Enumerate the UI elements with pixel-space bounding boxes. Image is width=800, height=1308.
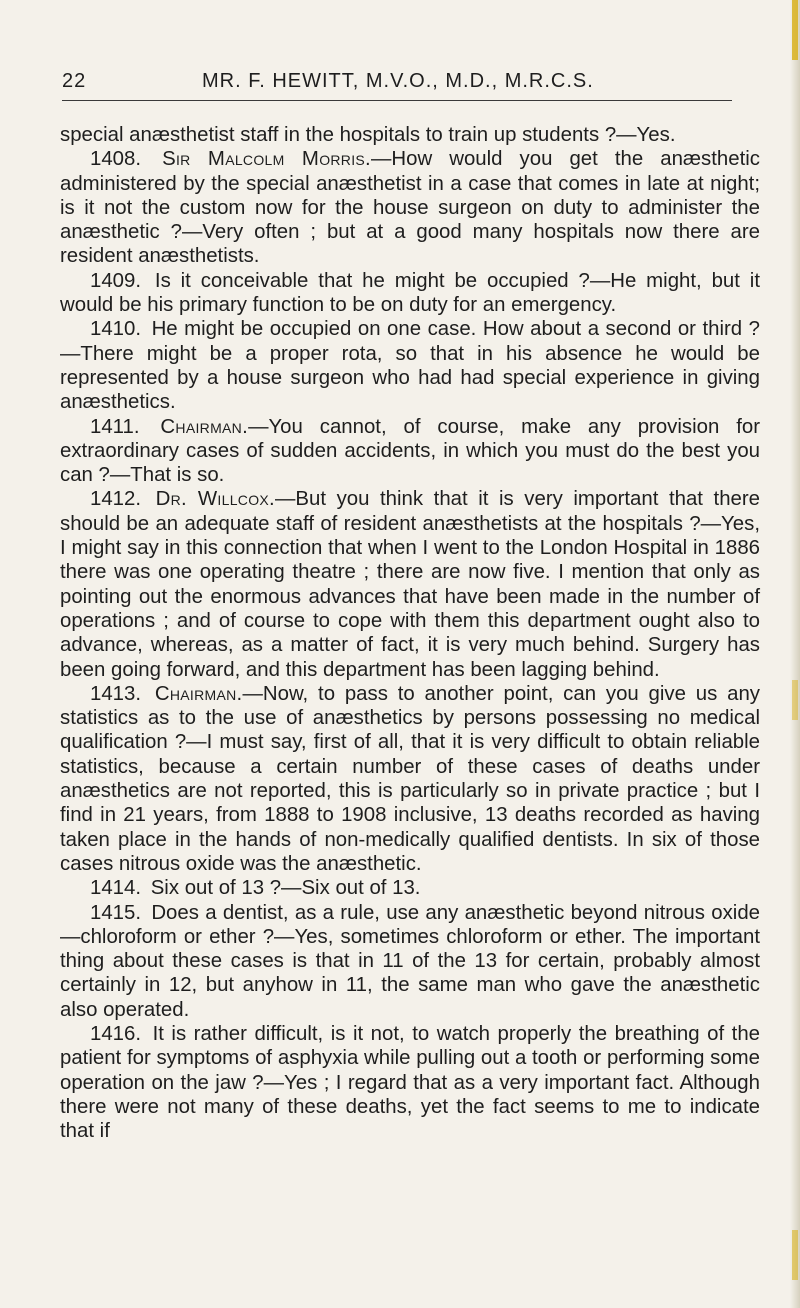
question-number: 1409.: [90, 269, 142, 292]
paragraph-text: Does a dentist, as a rule, use any anæsthetic beyond nitrous oxide—chloroform or ether ?—Yes, sometimes chloroform or ether. The important thing about these cases is that in 11 of the 13 for certain, probably almost certainly in 12, but anyhow in 11, the same man who gave the anæsthetic also operated.: [60, 901, 760, 1021]
paragraph-continuation: [60, 123, 760, 147]
question-number: 1413.: [90, 682, 142, 705]
paragraph-1409: [60, 269, 760, 318]
page-edge-shadow: [790, 0, 800, 1308]
page-edge-stain: [792, 680, 798, 720]
paragraph-1410: [60, 317, 760, 414]
paragraph-1412: [60, 487, 760, 681]
paragraph-text: —How would you get the anæsthetic administered by the special anæsthetist in a case that comes in late at night; is it not the custom now for the house surgeon on duty to administer the anæsthetic ?—Very often ; but at a good many hospitals now there are resident anæsthetists.: [60, 148, 760, 268]
page-edge-stain: [792, 0, 798, 60]
header-rule: [62, 100, 732, 101]
question-number: 1412.: [90, 488, 142, 511]
paragraph-text: He might be occupied on one case. How about a second or third ?—There might be a proper rota, so that in his absence he would be represented by a house surgeon who had had special experience in giving anæsthetics.: [60, 318, 760, 414]
paragraph-text: —But you think that it is very important that there should be an adequate staff of resident anæsthetists at the hospitals ?—Yes, I might say in this connection that when I went to the London Hospital in 1886 there was one operating theatre ; there are now five. I mention that only as pointing out the enormous advances that have been made in the number of operations ; and of course to cope with them this department ought also to advance, whereas, as a matter of fact, it is very much behind. Surgery has been going forward, and this department has been lagging behind.: [60, 488, 760, 681]
question-number: 1408.: [90, 148, 142, 171]
paragraph-text: —You cannot, of course, make any provision for extraordinary cases of sudden accidents, in which you must do the best you can ?—That is so.: [60, 415, 760, 487]
paragraph-text: special anæsthetist staff in the hospitals to train up students ?—Yes.: [60, 124, 676, 146]
paragraph-text: —Now, to pass to another point, can you give us any statistics as to the use of anæsthetics by persons possessing no medical qualification ?—I must say, first of all, that it is very difficult to obtain reliable statistics, because a certain number of these cases of deaths under anæsthetics are not reported, this is particularly so in private practice ; but I find in 21 years, from 1888 to 1908 inclusive, 13 deaths recorded as having taken place in the hands of non-medically qualified dentists. In six of those cases nitrous oxide was the anæsthetic.: [60, 682, 760, 875]
paragraph-text: Is it conceivable that he might be occupied ?—He might, but it would be his primary function to be on duty for an emergency.: [60, 269, 760, 317]
page-header: [62, 70, 742, 106]
question-number: 1414.: [90, 877, 142, 900]
page-edge-stain: [792, 1230, 798, 1280]
speaker-name: Chairman.: [154, 682, 243, 705]
paragraph-1414: [60, 876, 760, 900]
question-number: 1415.: [90, 901, 142, 924]
paragraph-1408: [60, 147, 760, 268]
speaker-name: Dr. Willcox.: [155, 488, 275, 511]
paragraph-text: Six out of 13 ?—Six out of 13.: [150, 877, 421, 900]
paragraph-1415: [60, 901, 760, 1022]
paragraph-1413: [60, 682, 760, 876]
page-number: 22: [62, 70, 87, 92]
speaker-name: Sir Malcolm Morris.: [162, 148, 372, 171]
paragraph-text: It is rather difficult, is it not, to watch properly the breathing of the patient for symptoms of asphyxia while pulling out a tooth or performing some operation on the jaw ?—Yes ; I regard that as a very important fact. Although there were not many of these deaths, yet the fact seems to me to indicate that if: [60, 1022, 760, 1143]
paragraph-1416: [60, 1022, 760, 1143]
body-text: [60, 123, 760, 1143]
question-number: 1410.: [90, 318, 142, 341]
question-number: 1416.: [90, 1022, 142, 1045]
running-title: MR. F. HEWITT, M.V.O., M.D., M.R.C.S.: [202, 70, 594, 92]
paragraph-1411: [60, 415, 760, 488]
speaker-name: Chairman.: [160, 415, 249, 438]
question-number: 1411.: [90, 415, 140, 438]
